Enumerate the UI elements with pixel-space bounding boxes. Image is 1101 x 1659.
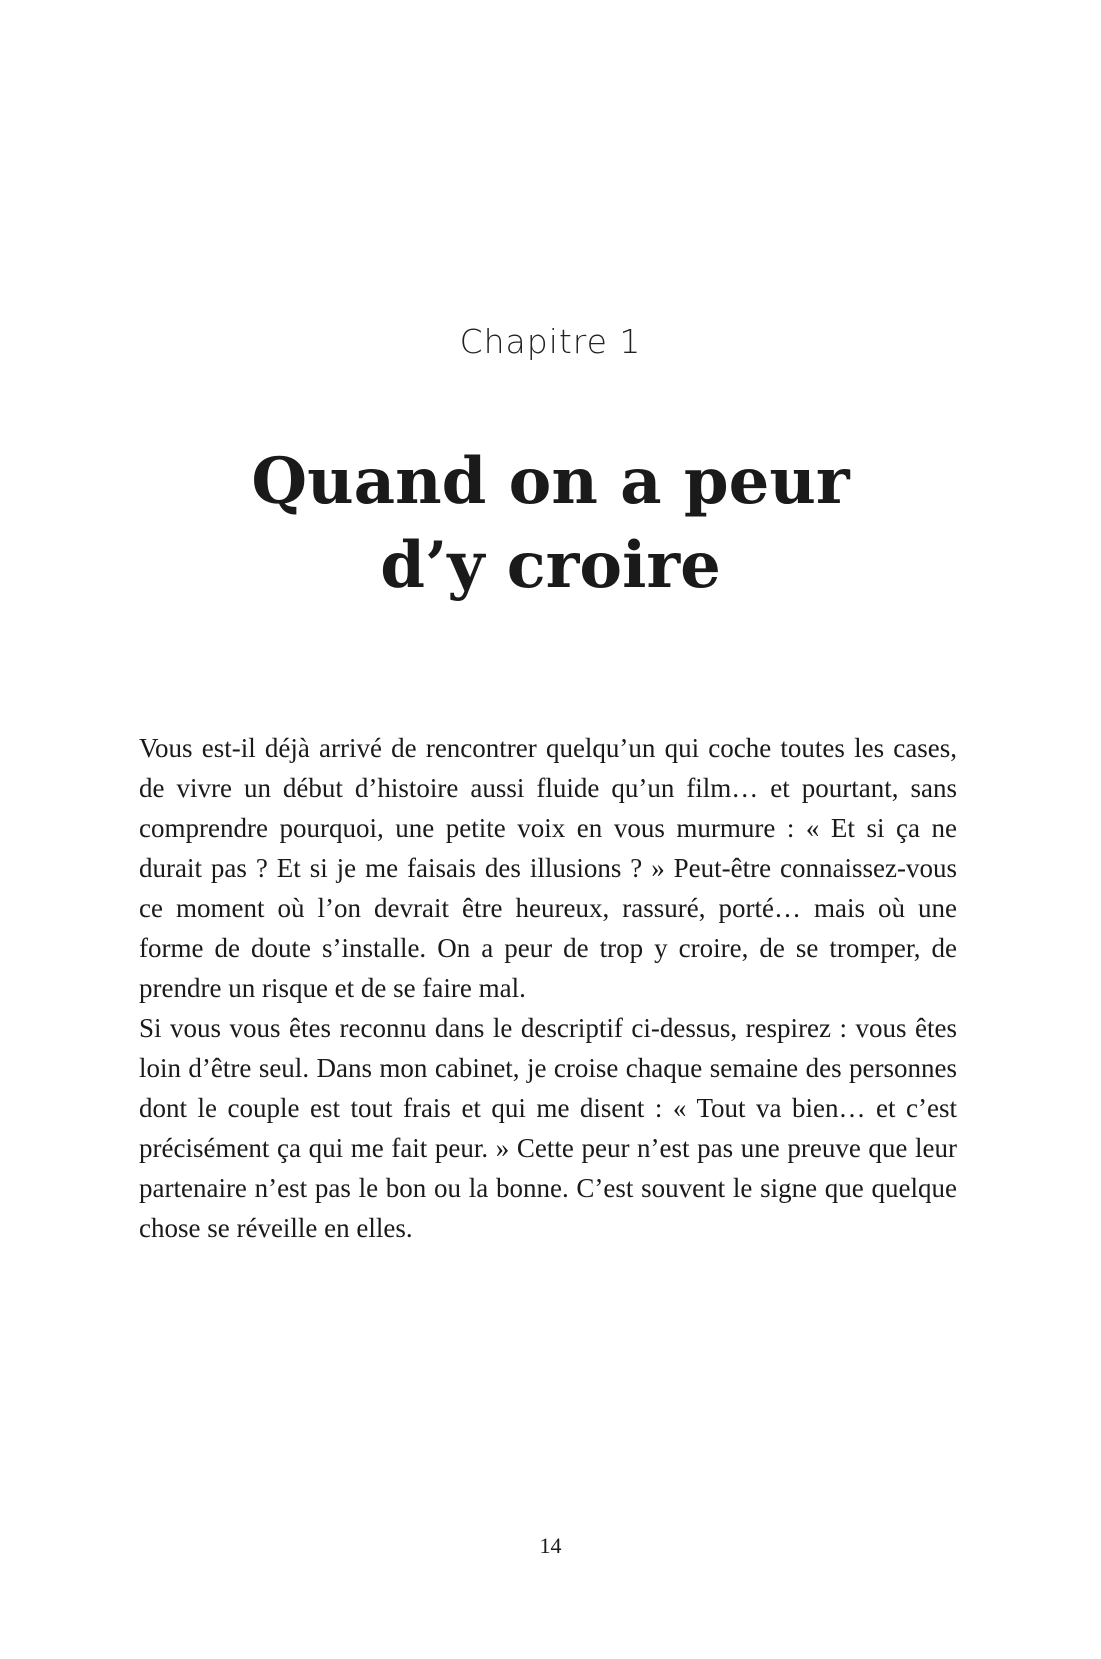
chapter-label: Chapitre 1 [459,322,642,361]
body-text [139,728,957,1248]
chapter-title-line-1: Quand on a peur [251,444,850,519]
paragraph: Vous est-il déjà arrivé de rencontrer quelqu’un qui coche toutes les cases, de vivre un début d’histoire aussi fluide qu’un film… et pourtant, sans comprendre pourquoi, une petite voix en vous murmure : « Et si ça ne durait pas ? Et si je me faisais des illusions ? » Peut-être connaissez-vous ce moment où l’on devrait être heureux, rassuré, porté… mais où une forme de doute s’installe. On a peur de trop y croire, de se tromper, de prendre un risque et de se faire mal. [139,733,957,1003]
chapter-title [0,440,1101,608]
page-number: 14 [539,1533,562,1558]
paragraph: Si vous vous êtes reconnu dans le descriptif ci-dessus, respirez : vous êtes loin d’être seul. Dans mon cabinet, je croise chaque semaine des personnes dont le couple est tout frais et qui me disent : « Tout va bien… et c’est précisément ça qui me fait peur. » Cette peur n’est pas une preuve que leur partenaire n’est pas le bon ou la bonne. C’est souvent le signe que quelque chose se réveille en elles. [139,1013,957,1243]
chapter-title-line-2: d’y croire [380,528,721,603]
